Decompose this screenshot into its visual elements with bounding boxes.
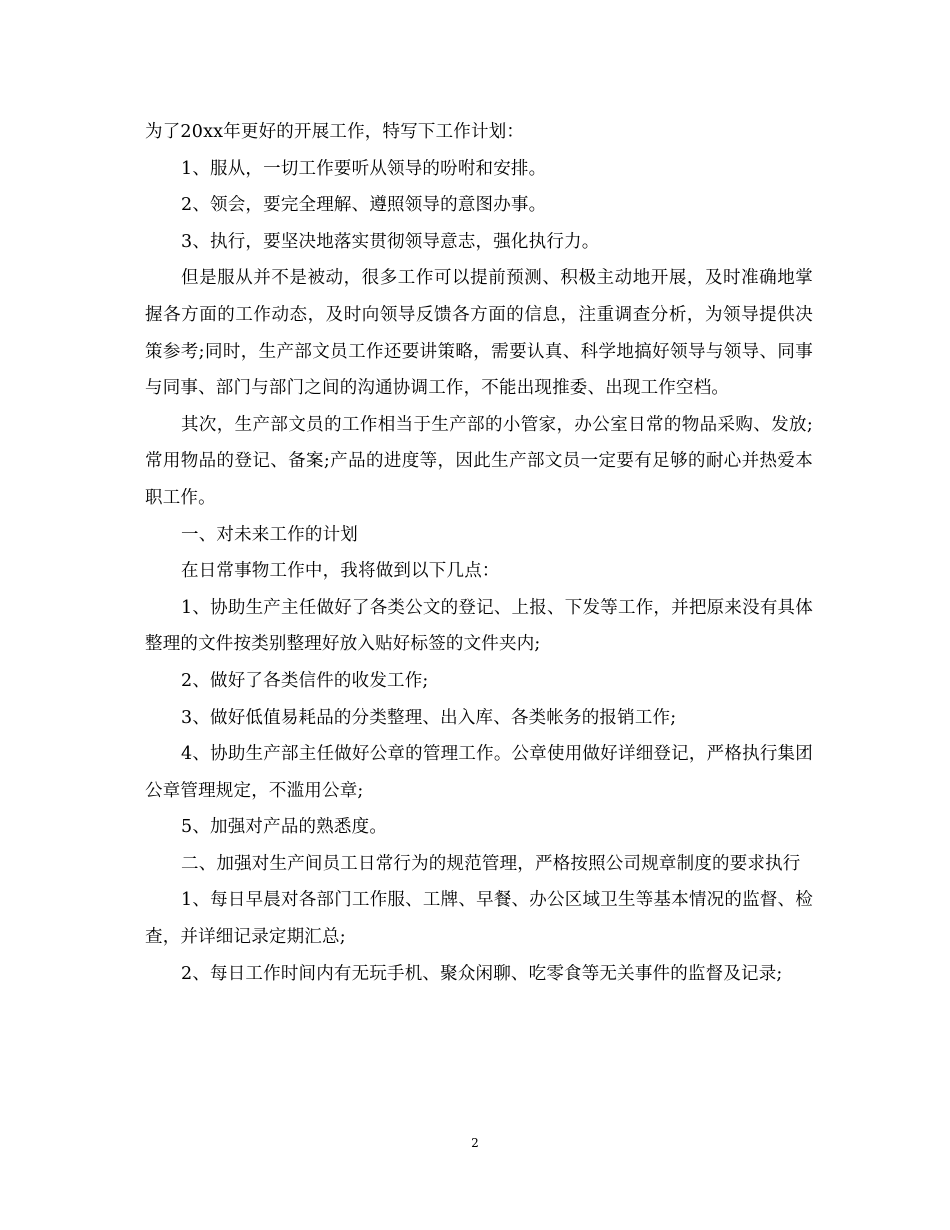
- list-item-mail: 2、做好了各类信件的收发工作;: [181, 670, 429, 691]
- list-item-products: 5、加强对产品的熟悉度。: [181, 817, 388, 838]
- section-heading-future-plan: 一、对未来工作的计划: [181, 524, 358, 545]
- list-item-obey: 1、服从，一切工作要听从领导的吩咐和安排。: [181, 158, 547, 179]
- list-item-understand: 2、领会，要完全理解、遵照领导的意图办事。: [181, 195, 547, 216]
- section-heading-behavior: 二、加强对生产间员工日常行为的规范管理，严格按照公司规章制度的要求执行: [181, 853, 801, 874]
- paragraph-housekeeper: 其次，生产部文员的工作相当于生产部的小管家，办公室日常的物品采购、发放;常用物品的登记、备案;产品的进度等，因此生产部文员一定要有足够的耐心并热爱本职工作。: [145, 414, 813, 508]
- paragraph-proactive: 但是服从并不是被动，很多工作可以提前预测、积极主动地开展，及时准确地掌握各方面的工作动态，及时向领导反馈各方面的信息，注重调查分析，为领导提供决策参考;同时，生产部文员工作还要讲策略，需要认真、科学地搞好领导与领导、同事与同事、部门与部门之间的沟通协调工作，不能出现推委、出现工作空档。: [145, 268, 813, 399]
- list-item-documents: 1、协助生产主任做好了各类公文的登记、上报、下发等工作，并把原来没有具体整理的文件按类别整理好放入贴好标签的文件夹内;: [145, 597, 813, 655]
- list-item-execute: 3、执行，要坚决地落实贯彻领导意志，强化执行力。: [181, 231, 600, 252]
- list-item-seal: 4、协助生产部主任做好公章的管理工作。公章使用做好详细登记，严格执行集团公章管理规定，不滥用公章;: [145, 744, 813, 801]
- paragraph-daily-work: 在日常事物工作中，我将做到以下几点：: [181, 561, 500, 582]
- page-number: 2: [471, 1136, 479, 1150]
- intro-paragraph: 为了20xx年更好的开展工作，特写下工作计划：: [145, 122, 525, 142]
- list-item-consumables: 3、做好低值易耗品的分类整理、出入库、各类帐务的报销工作;: [181, 707, 677, 728]
- list-item-morning-check: 1、每日早晨对各部门工作服、工牌、早餐、办公区域卫生等基本情况的监督、检查，并详细记录定期汇总;: [145, 890, 813, 948]
- document-body: [145, 114, 813, 992]
- list-item-work-hours: 2、每日工作时间内有无玩手机、聚众闲聊、吃零食等无关事件的监督及记录;: [181, 963, 783, 984]
